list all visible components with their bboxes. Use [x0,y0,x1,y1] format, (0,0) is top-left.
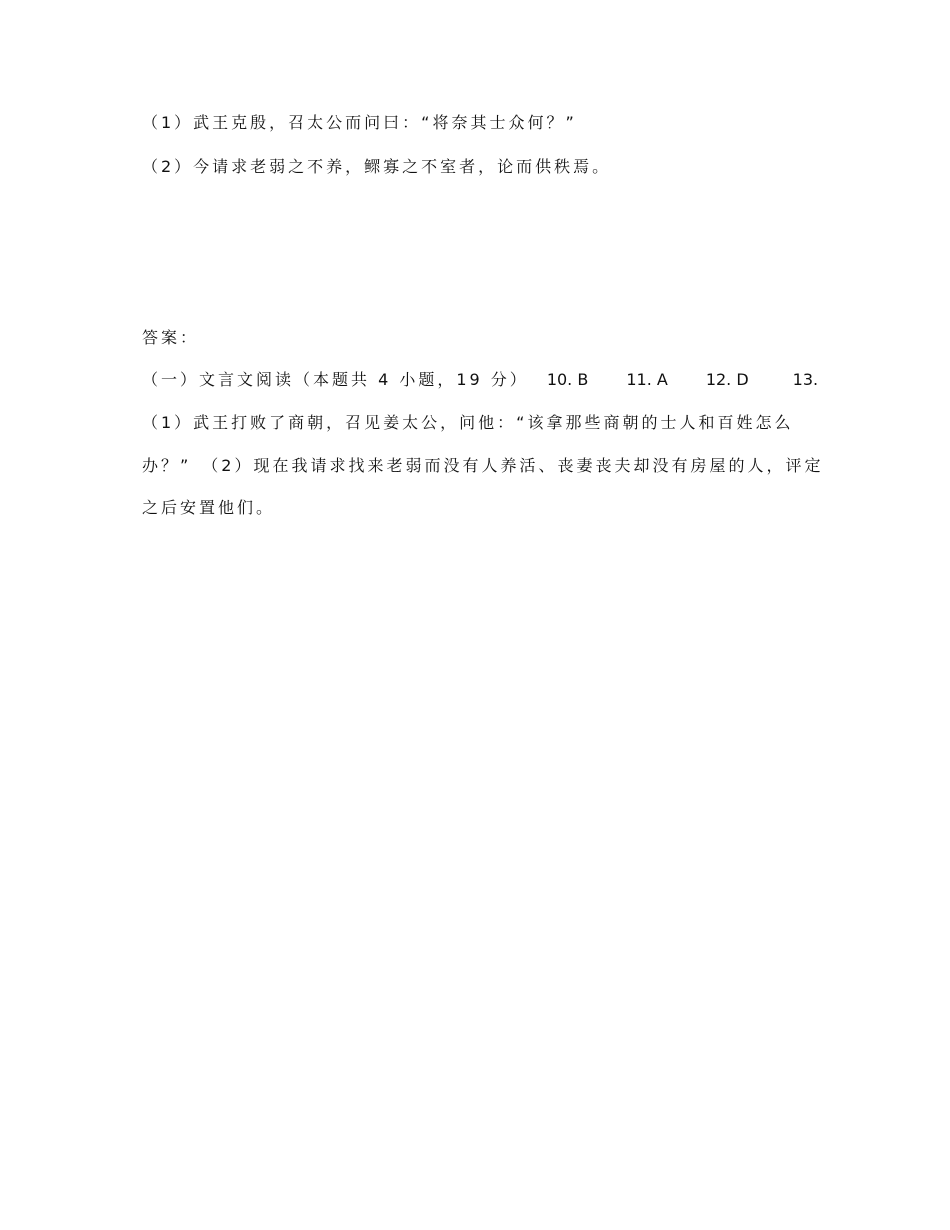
answer-item-13: 13. [792,370,819,389]
question-2-line: （2）今请求老弱之不养，鳏寡之不室者，论而供秩焉。 [142,157,612,176]
answers-row-1 [142,368,818,392]
answer-item-12: 12. D [705,370,749,389]
answer-item-10: 10. B [546,370,589,389]
answers-heading: 答案： [142,328,200,347]
answer-item-11: 11. A [626,370,668,389]
answers-row-4: 之后安置他们。 [142,498,276,517]
question-1-line: （1）武王克殷，召太公而问曰：“将奈其士众何？” [142,113,577,132]
answers-row-3: 办？” （2）现在我请求找来老弱而没有人养活、丧妻丧夫却没有房屋的人，评定 [142,456,824,475]
answers-row-2: （1）武王打败了商朝，召见姜太公，问他：“该拿那些商朝的士人和百姓怎么 [142,413,794,432]
answers-section-label: （一）文言文阅读（本题共 4 小题，19 分） [142,370,529,389]
